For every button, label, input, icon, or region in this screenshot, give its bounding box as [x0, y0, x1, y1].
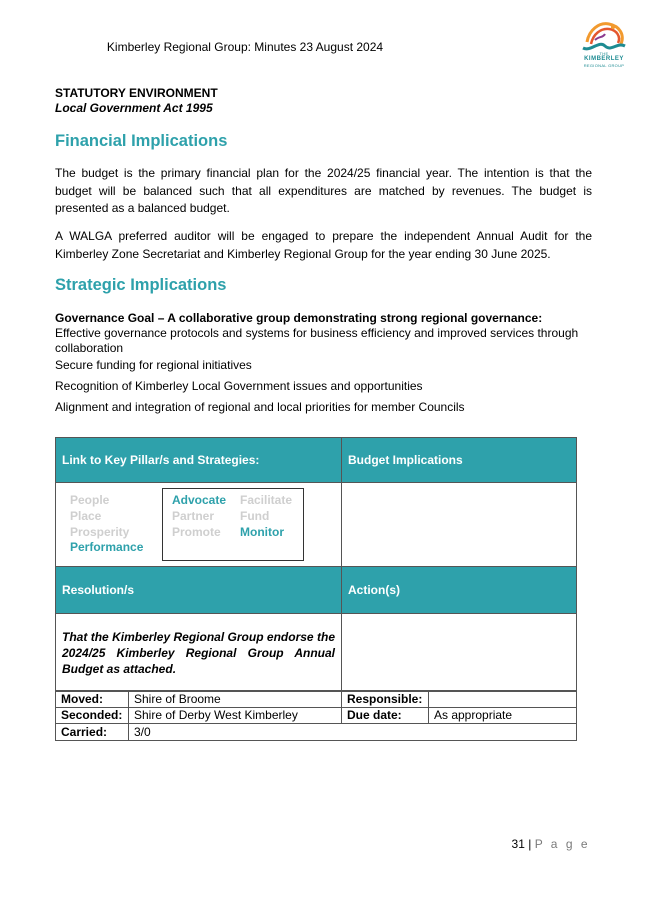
logo-line1: KIMBERLEY [584, 56, 624, 62]
strategic-heading: Strategic Implications [55, 276, 227, 294]
pillar-performance: Performance [70, 540, 144, 554]
strategy-monitor: Monitor [240, 525, 284, 539]
pillar-prosperity: Prosperity [70, 525, 130, 539]
strategy-facilitate: Facilitate [240, 493, 293, 507]
page-number-footer [500, 837, 590, 851]
financial-para-1: The budget is the primary financial plan for the 2024/25 financial year. The intention is that the budget will be balanced such that all expenditures are matched by revenues. The budget is presented as a balanced budget. [55, 166, 592, 215]
carried-value: 3/0 [129, 724, 577, 741]
budget-implications-header: Budget Implications [342, 438, 577, 483]
action-cell [342, 614, 577, 692]
strategy-promote: Promote [172, 525, 221, 539]
seconded-value: Shire of Derby West Kimberley [129, 707, 342, 724]
due-date-label: Due date: [342, 707, 429, 724]
strategy-item: Alignment and integration of regional and local priorities for member Councils [55, 400, 465, 414]
seconded-label: Seconded: [56, 707, 129, 724]
carried-label: Carried: [56, 724, 129, 741]
strategy-advocate: Advocate [172, 493, 227, 507]
financial-para-2: A WALGA preferred auditor will be engaged to prepare the independent Annual Audit for the Kimberley Zone Secretariat and Kimberley Regional Group for the year ending 30 June 2025. [55, 229, 592, 261]
logo-wordmark [576, 51, 632, 68]
responsible-value [429, 691, 577, 708]
resolution-header: Resolution/s [56, 567, 342, 614]
financial-heading: Financial Implications [55, 132, 228, 150]
governance-goal: Governance Goal – A collaborative group demonstrating strong regional governance: [55, 311, 543, 325]
pillar-table [55, 437, 577, 692]
responsible-label: Responsible: [342, 691, 429, 708]
page-number: 31 [511, 837, 525, 851]
moved-value: Shire of Broome [129, 691, 342, 708]
logo-line2: REGIONAL GROUP [583, 63, 625, 68]
budget-implications-cell [342, 483, 577, 567]
page-word: P a g e [534, 837, 590, 851]
governance-goal-text: Effective governance protocols and systems for business efficiency and improved services through collaboration [55, 326, 579, 355]
statutory-heading: STATUTORY ENVIRONMENT [55, 86, 218, 100]
due-date-value: As appropriate [429, 707, 577, 724]
pillars-cell [56, 483, 342, 567]
strategy-item: Secure funding for regional initiatives [55, 358, 252, 372]
page-separator: | [528, 837, 532, 851]
link-pillars-header: Link to Key Pillar/s and Strategies: [56, 438, 342, 483]
strategy-fund: Fund [240, 509, 270, 523]
strategy-partner: Partner [172, 509, 215, 523]
moves-table [55, 690, 577, 741]
pillar-people: People [70, 493, 110, 507]
resolution-text: That the Kimberley Regional Group endorse the 2024/25 Kimberley Regional Group Annual Budget as attached. [56, 614, 342, 692]
document-header-title: Kimberley Regional Group: Minutes 23 August 2024 [106, 40, 384, 54]
statutory-act: Local Government Act 1995 [55, 101, 213, 115]
logo-the: THE [599, 51, 609, 56]
moved-label: Moved: [56, 691, 129, 708]
strategy-item: Recognition of Kimberley Local Government issues and opportunities [55, 379, 423, 393]
action-header: Action(s) [342, 567, 577, 614]
pillar-place: Place [70, 509, 102, 523]
